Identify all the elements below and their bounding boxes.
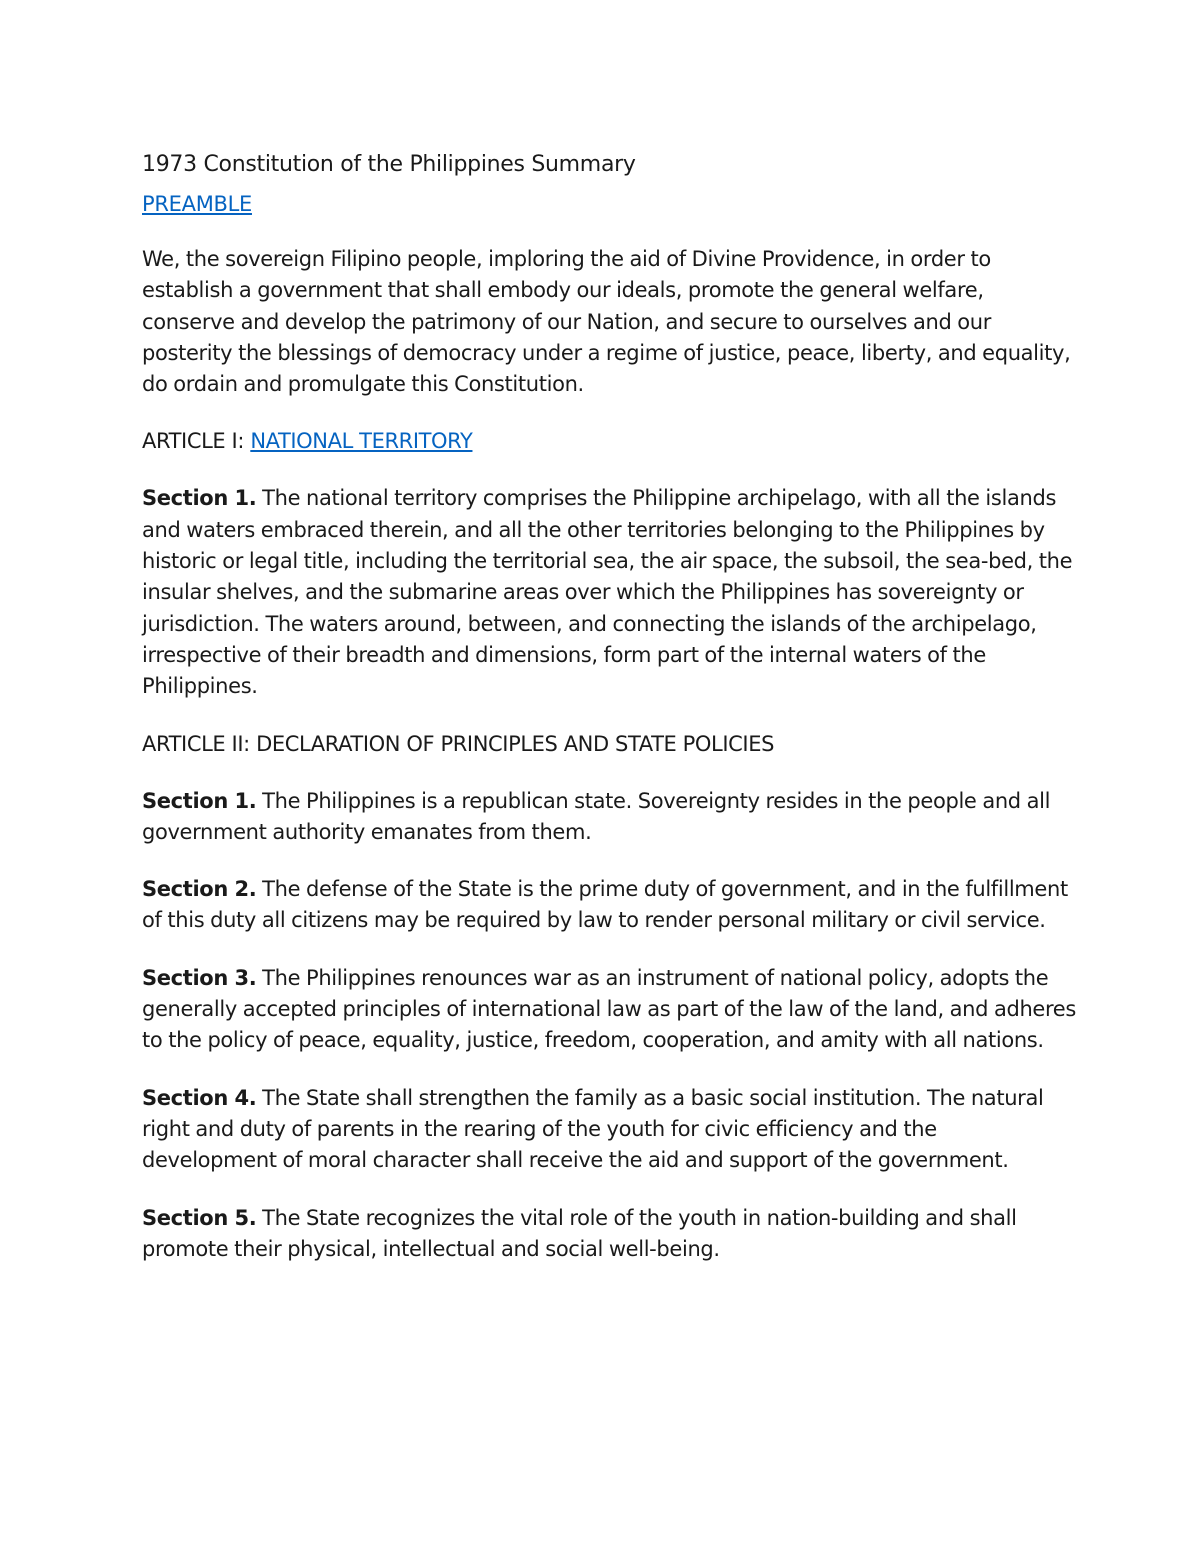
article-2-heading xyxy=(142,729,1077,760)
article-2-section-4 xyxy=(142,1083,1077,1177)
section-label: Section 1. xyxy=(142,486,257,511)
article-1-section-1 xyxy=(142,483,1077,702)
article-2-prefix: ARTICLE II: xyxy=(142,731,250,756)
section-label: Section 1. xyxy=(142,788,257,813)
article-1-title-link[interactable]: NATIONAL TERRITORY xyxy=(250,429,473,454)
article-1-heading xyxy=(142,426,1077,457)
document-title: 1973 Constitution of the Philippines Summary xyxy=(142,152,636,177)
preamble-heading xyxy=(142,190,1077,218)
article-1-prefix: ARTICLE I: xyxy=(142,429,245,454)
section-text: The Philippines renounces war as an instrument of national policy, adopts the generally accepted principles of international law as part of the law of the land, and adheres to the policy of peace, equality, justice, freedom, cooperation, and amity with all nations. xyxy=(142,965,1076,1053)
document-body xyxy=(142,150,1077,1291)
section-label: Section 4. xyxy=(142,1085,257,1110)
section-text: The State shall strengthen the family as a basic social institution. The natural right and duty of parents in the rearing of the youth for civic efficiency and the development of moral character shall receive the aid and support of the government. xyxy=(142,1085,1044,1173)
article-2-title: DECLARATION OF PRINCIPLES AND STATE POLICIES xyxy=(256,731,774,756)
section-text: The State recognizes the vital role of the youth in nation-building and shall promote their physical, intellectual and social well-being. xyxy=(142,1205,1017,1261)
section-label: Section 3. xyxy=(142,965,257,990)
section-label: Section 2. xyxy=(142,877,257,902)
section-text: The defense of the State is the prime duty of government, and in the fulfillment of this duty all citizens may be required by law to render personal military or civil service. xyxy=(142,877,1068,933)
article-2-section-2 xyxy=(142,874,1077,937)
article-2-section-3 xyxy=(142,963,1077,1057)
article-2-section-1 xyxy=(142,786,1077,849)
preamble-link[interactable]: PREAMBLE xyxy=(142,192,252,216)
section-label: Section 5. xyxy=(142,1205,257,1230)
preamble-text: We, the sovereign Filipino people, imploring the aid of Divine Providence, in order to establish a government that shall embody our ideals, promote the general welfare, conserve and develop the patrimony of our Nation, and secure to ourselves and our posterity the blessings of democracy under a regime of justice, peace, liberty, and equality, do ordain and promulgate this Constitution. xyxy=(142,247,1071,397)
section-text: The national territory comprises the Philippine archipelago, with all the islands and waters embraced therein, and all the other territories belonging to the Philippines by historic or legal title, including the territorial sea, the air space, the subsoil, the sea-bed, the insular shelves, and the submarine areas over which the Philippines has sovereignty or jurisdiction. The waters around, between, and connecting the islands of the archipelago, irrespective of their breadth and dimensions, form part of the internal waters of the Philippines. xyxy=(142,486,1073,699)
article-2-section-5 xyxy=(142,1203,1077,1266)
section-text: The Philippines is a republican state. Sovereignty resides in the people and all government authority emanates from them. xyxy=(142,788,1051,844)
